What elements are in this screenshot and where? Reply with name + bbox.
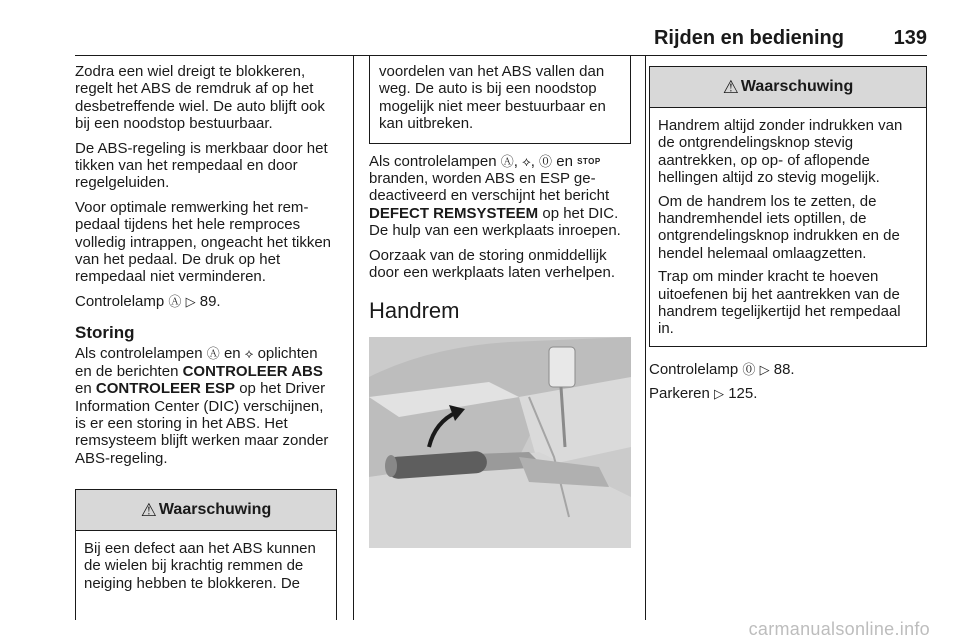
paragraph: Zodra een wiel dreigt te blokkeren, regelt het ABS de remdruk af op het desbetreffende wiel. De auto blijft ook bij een noodstop bestuurbaar. [75, 63, 325, 133]
warning-box [649, 66, 927, 347]
chapter-title: Rijden en bediening [653, 27, 844, 49]
column-separator [353, 56, 354, 620]
abs-warning-icon: Ⓐ [168, 293, 182, 309]
warning-header [76, 490, 336, 531]
esp-skid-icon: ⟡ [244, 346, 254, 362]
warning-body [650, 117, 926, 346]
column-left [75, 56, 337, 620]
text: en [556, 152, 573, 170]
text: Parkeren [649, 385, 710, 403]
column-middle [369, 56, 631, 620]
text: Controlelamp [649, 360, 739, 378]
text: en [223, 345, 241, 363]
message-text: CONTROLEER ABS [182, 362, 323, 380]
message-text: CONTROLEER ESP [95, 380, 236, 398]
paragraph: De ABS-regeling is merkbaar door het tikken van het rempedaal en door regelgeluiden. [75, 139, 328, 192]
text: Als controlelampen [369, 152, 497, 170]
stop-icon: STOP [577, 156, 601, 166]
warning-text: voordelen van het ABS vallen dan weg. De auto is bij een noodstop mogelijk niet meer bestuurbaar en kan uitbreken. [379, 63, 606, 133]
paragraph: Oorzaak van de storing onmiddellijk door een werkplaats laten verhelpen. [369, 246, 615, 282]
paragraph [75, 345, 337, 467]
brake-warning-icon: ⓪ [742, 361, 756, 377]
warning-text: Trap om minder kracht te hoeven uitoefenen bij het aantrekken van de handrem tegelijkertijd het rempedaal in. [658, 268, 901, 338]
warning-header [650, 67, 926, 108]
paragraph [75, 293, 337, 310]
esp-skid-icon: ⟡ [522, 153, 531, 169]
warning-title: Waarschuwing [740, 78, 854, 95]
text: branden, worden ABS en ESP gedeactiveerd en verschijnt het bericht [369, 170, 610, 205]
page-reference[interactable]: 89. [199, 292, 221, 310]
column-right [649, 56, 927, 620]
text: op het DIC. De hulp van een werkplaats inroepen. [369, 204, 621, 240]
page-reference[interactable]: 88. [773, 360, 795, 378]
warning-box [75, 489, 337, 620]
paragraph [649, 385, 927, 402]
text: oplichten en de berichten [75, 345, 318, 380]
message-text: DEFECT REMSYSTEEM [369, 204, 539, 222]
section-title: Handrem [369, 298, 460, 324]
warning-title: Waarschuwing [158, 501, 272, 518]
paragraph: Als controlelampen Ⓐ, ⟡, ⓪ en STOP branden, worden ABS en ESP gedeactiveerd en verschijnt het bericht DEFECT REMSYSTEEM op het DIC. De hulp van een werkplaats inroepen. [369, 152, 621, 240]
paragraph: Voor optimale remwerking het rempedaal tijdens het hele remproces volledig intrappen, ongeacht het tikken van het pedaal. De druk op het rempedaal niet verminderen. [75, 198, 332, 286]
text: en [75, 380, 92, 398]
page-reference-arrow-icon: ▷ [714, 386, 725, 402]
abs-warning-icon: Ⓐ [500, 153, 514, 169]
warning-triangle-icon: ⚠ [140, 499, 157, 520]
paragraph [649, 361, 927, 378]
warning-text: Bij een defect aan het ABS kunnen de wielen bij krachtig remmen de neiging hebben te blokkeren. De [84, 540, 316, 592]
text: Controlelamp [75, 292, 165, 310]
handbrake-drawing [369, 337, 631, 548]
warning-triangle-icon: ⚠ [722, 76, 739, 97]
page-number: 139 [893, 27, 927, 49]
warning-body [76, 540, 336, 600]
page-header [75, 22, 927, 56]
watermark: carmanualsonline.info [748, 619, 930, 639]
handbrake-illustration [369, 337, 631, 548]
page-reference-arrow-icon: ▷ [759, 361, 770, 377]
page-reference-arrow-icon: ▷ [185, 293, 196, 309]
warning-box-continued [369, 56, 631, 144]
subheading: Storing [75, 323, 135, 343]
abs-warning-icon: Ⓐ [206, 346, 220, 362]
column-separator [645, 56, 646, 620]
text: Als controlelampen [75, 345, 203, 363]
warning-text: Handrem altijd zonder indrukken van de ontgrendelingsknop stevig aantrekken, op op- of aflopende hellingen altijd zo stevig mogelijk. [658, 117, 903, 187]
page-reference[interactable]: 125. [728, 385, 758, 403]
brake-warning-icon: ⓪ [539, 153, 553, 169]
text: op het Driver Information Center (DIC) verschijnen, is er een storing in het ABS. Het remsysteem blijft werken maar zonder ABS-regeling. [75, 380, 329, 467]
warning-text: Om de handrem los te zetten, de handremhendel iets optillen, de ontgrendelingsknop indrukken en de hendel helemaal omlaagzetten. [658, 192, 900, 262]
